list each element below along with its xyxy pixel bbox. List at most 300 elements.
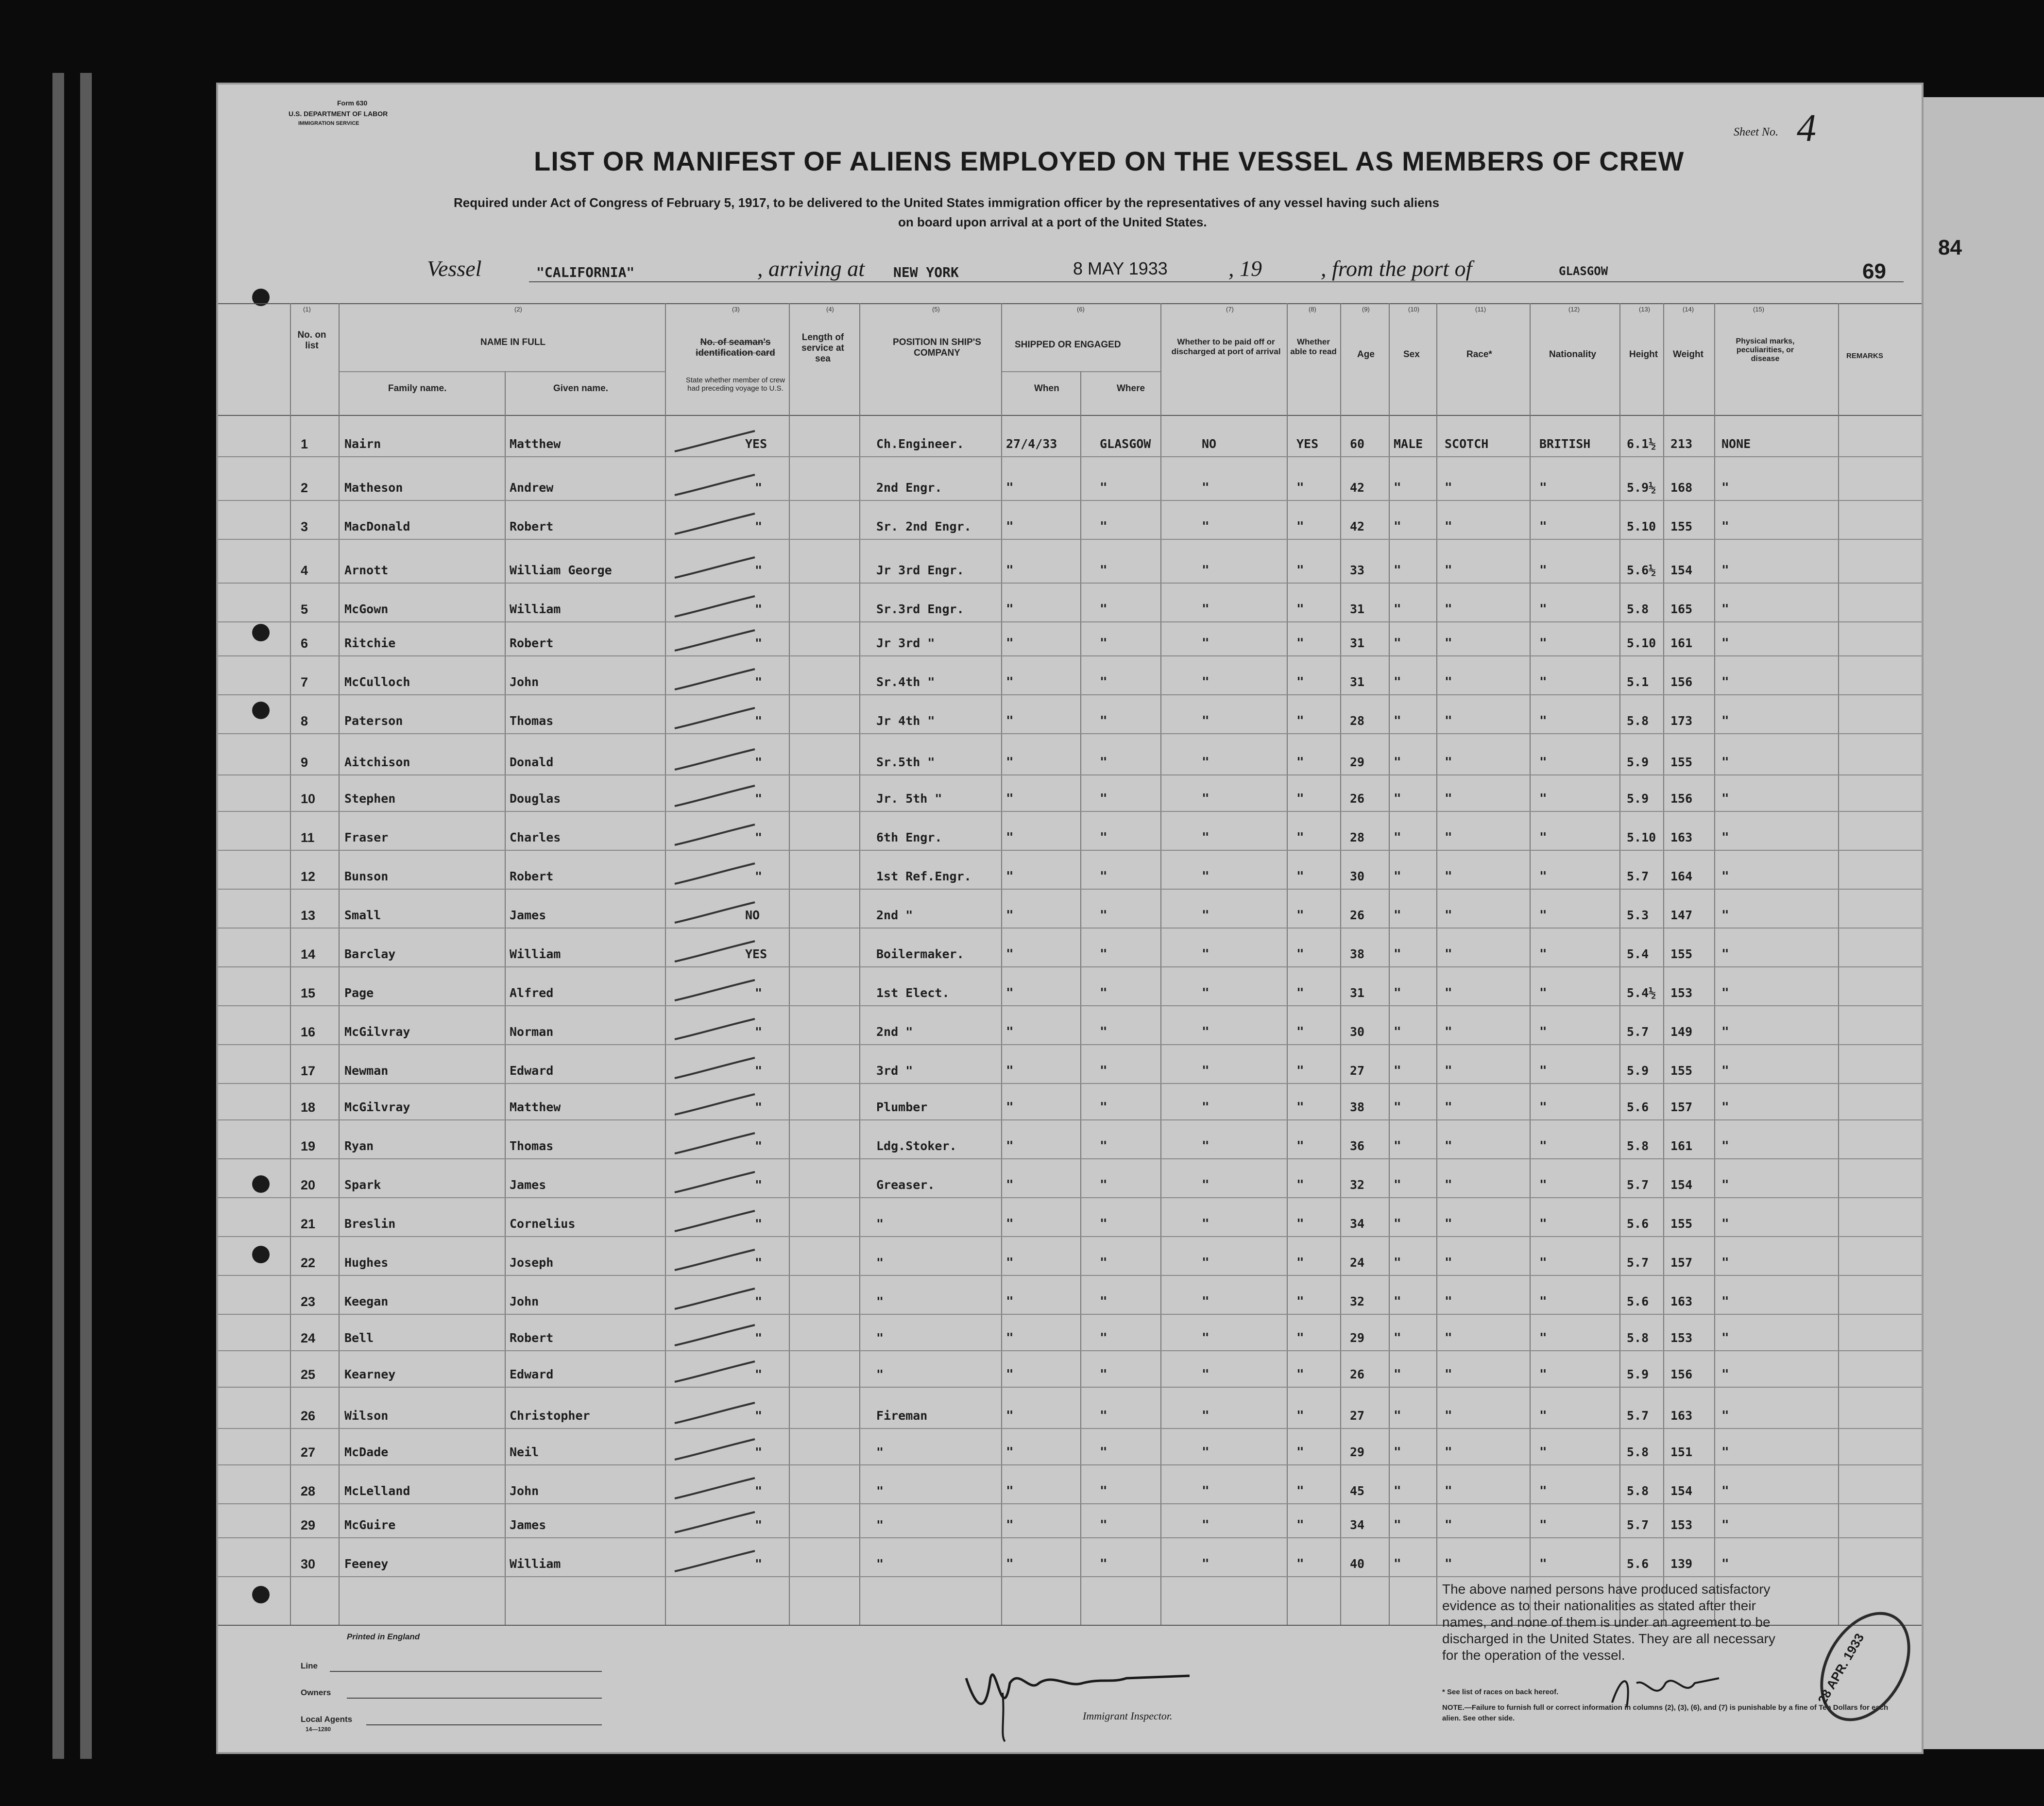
given-name: Charles: [510, 830, 561, 844]
age: 34: [1350, 1217, 1365, 1231]
family-name: Breslin: [344, 1217, 396, 1231]
row-rule: [218, 1197, 1924, 1198]
col-line: [1160, 303, 1161, 1625]
physical-marks: ": [1721, 830, 1729, 845]
physical-marks: ": [1721, 1139, 1729, 1153]
race: ": [1445, 869, 1452, 884]
col-number: (11): [1475, 306, 1486, 313]
physical-marks: ": [1721, 1100, 1729, 1115]
header-bottom-line: [218, 415, 1924, 416]
check-stroke: [672, 1547, 763, 1576]
race: ": [1445, 602, 1452, 617]
weight: 154: [1670, 1484, 1693, 1498]
age: 26: [1350, 1367, 1365, 1381]
sex: ": [1394, 1217, 1401, 1231]
shipped-when: ": [1006, 1557, 1014, 1571]
position: Jr 4th ": [876, 714, 935, 728]
race: ": [1445, 481, 1452, 495]
height: 5.8: [1627, 1331, 1649, 1345]
weight: 161: [1670, 1139, 1693, 1153]
sex: MALE: [1394, 437, 1423, 451]
department: U.S. DEPARTMENT OF LABOR: [289, 110, 388, 118]
weight: 147: [1670, 908, 1693, 922]
position: Fireman: [876, 1409, 928, 1423]
weight: 151: [1670, 1445, 1693, 1459]
age: 30: [1350, 1025, 1365, 1039]
nationality: ": [1539, 1445, 1547, 1460]
position: Plumber: [876, 1100, 928, 1114]
check-stroke: [672, 592, 763, 621]
position: Boilermaker.: [876, 947, 964, 961]
shipped-where: ": [1100, 1557, 1107, 1571]
position: ": [876, 1367, 884, 1381]
prev-voyage: ": [755, 1139, 763, 1153]
physical-marks: ": [1721, 1557, 1729, 1571]
stamp-date: 28 APR. 1933: [1815, 1631, 1867, 1707]
given-name: James: [510, 1178, 546, 1192]
footer-owners-rule: [347, 1698, 602, 1699]
able-to-read: ": [1296, 830, 1304, 845]
given-name: James: [510, 908, 546, 922]
able-to-read: ": [1296, 714, 1304, 728]
inspector-signature: [956, 1649, 1209, 1746]
race: ": [1445, 1025, 1452, 1039]
prev-voyage: ": [755, 636, 763, 650]
position: ": [876, 1256, 884, 1270]
shipped-where: ": [1100, 1484, 1107, 1498]
manifest-sheet: [216, 83, 1924, 1754]
sex: ": [1394, 602, 1401, 617]
row-rule: [218, 1350, 1924, 1351]
weight: 155: [1670, 1217, 1693, 1231]
row-number: 19: [301, 1139, 316, 1153]
height: 5.1: [1627, 675, 1649, 689]
sex: ": [1394, 1025, 1401, 1039]
header-paid-off: Whether to be paid off or discharged at port of arrival: [1171, 337, 1281, 356]
arriving-label: , arriving at: [757, 256, 865, 281]
prev-voyage: ": [755, 1025, 763, 1039]
height: 5.9: [1627, 791, 1649, 806]
check-stroke: [672, 427, 760, 456]
prev-voyage: ": [755, 1256, 763, 1270]
sex: ": [1394, 947, 1401, 962]
race: ": [1445, 1178, 1452, 1192]
sex: ": [1394, 1331, 1401, 1345]
physical-marks: ": [1721, 755, 1729, 770]
shipped-where: ": [1100, 1409, 1107, 1423]
header-top-line: [218, 303, 1924, 304]
col-line: [1389, 303, 1390, 1625]
family-name: Bell: [344, 1331, 374, 1345]
physical-marks: NONE: [1721, 437, 1751, 451]
position: Jr. 5th ": [876, 791, 942, 806]
check-stroke: [672, 1508, 763, 1537]
given-name: Robert: [510, 869, 554, 883]
height: 5.9: [1627, 755, 1649, 769]
weight: 155: [1670, 947, 1693, 961]
shipped-where: ": [1100, 869, 1107, 884]
row-number: 26: [301, 1409, 316, 1423]
row-number: 5: [301, 602, 308, 617]
header-sex: Sex: [1403, 349, 1420, 360]
given-name: William: [510, 602, 561, 616]
shipped-when: ": [1006, 1025, 1014, 1039]
header-length-service: Length of service at sea: [801, 332, 844, 364]
check-stroke: [672, 1054, 763, 1083]
row-rule: [218, 1537, 1924, 1538]
height: 5.6: [1627, 1294, 1649, 1308]
check-stroke: [672, 976, 763, 1005]
header-shipped-engaged: SHIPPED OR ENGAGED: [1015, 340, 1121, 350]
nationality: ": [1539, 519, 1547, 534]
physical-marks: ": [1721, 791, 1729, 806]
shipped-where: ": [1100, 830, 1107, 845]
able-to-read: ": [1296, 1064, 1304, 1078]
header-position: POSITION IN SHIP'S COMPANY: [893, 337, 981, 358]
header-age: Age: [1357, 349, 1375, 360]
col-line: [1340, 303, 1341, 1625]
physical-marks: ": [1721, 1367, 1729, 1382]
nationality: ": [1539, 714, 1547, 728]
shipped-when: 27/4/33: [1006, 437, 1057, 451]
sex: ": [1394, 1256, 1401, 1270]
age: 33: [1350, 563, 1365, 577]
able-to-read: YES: [1296, 437, 1319, 451]
header-height: Height: [1629, 349, 1658, 360]
given-name: John: [510, 1484, 539, 1498]
sex: ": [1394, 908, 1401, 923]
race: SCOTCH: [1445, 437, 1489, 451]
row-rule: [218, 1314, 1924, 1315]
able-to-read: ": [1296, 1025, 1304, 1039]
header-name-in-full: NAME IN FULL: [480, 337, 546, 347]
sheet-number: 4: [1797, 107, 1816, 150]
row-number: 30: [301, 1557, 316, 1571]
prev-voyage: ": [755, 1331, 763, 1345]
age: 29: [1350, 755, 1365, 769]
name-subheader-line: [340, 371, 665, 372]
age: 31: [1350, 602, 1365, 616]
row-rule: [218, 1503, 1924, 1504]
physical-marks: ": [1721, 714, 1729, 728]
physical-marks: ": [1721, 986, 1729, 1000]
footer-line-label: Line: [301, 1661, 318, 1670]
physical-marks: ": [1721, 1217, 1729, 1231]
check-stroke: [672, 1399, 763, 1428]
row-number: 17: [301, 1064, 316, 1078]
position: 1st Elect.: [876, 986, 950, 1000]
check-stroke: [672, 1474, 763, 1503]
paid-off: ": [1202, 1484, 1209, 1498]
col-line: [859, 303, 860, 1625]
prev-voyage: ": [755, 481, 763, 495]
given-name: Alfred: [510, 986, 554, 1000]
nationality: ": [1539, 1100, 1547, 1115]
height: 5.6: [1627, 1217, 1649, 1231]
position: 1st Ref.Engr.: [876, 869, 971, 883]
row-rule: [218, 456, 1924, 457]
col-line: [1080, 371, 1081, 1625]
family-name: Fraser: [344, 830, 389, 844]
race: ": [1445, 947, 1452, 962]
sex: ": [1394, 1367, 1401, 1382]
height: 5.9½: [1627, 481, 1656, 495]
row-number: 6: [301, 636, 308, 651]
family-name: McLelland: [344, 1484, 410, 1498]
shipped-when: ": [1006, 1256, 1014, 1270]
weight: 156: [1670, 791, 1693, 806]
height: 5.7: [1627, 869, 1649, 883]
age: 42: [1350, 519, 1365, 533]
family-name: Feeney: [344, 1557, 389, 1571]
shipped-where: ": [1100, 908, 1107, 923]
check-stroke: [672, 860, 763, 889]
header-physical: Physical marks, peculiarities, or disease: [1736, 337, 1795, 363]
sex: ": [1394, 1100, 1401, 1115]
prev-voyage: ": [755, 1100, 763, 1114]
nationality: ": [1539, 1178, 1547, 1192]
age: 60: [1350, 437, 1365, 451]
position: Sr.4th ": [876, 675, 935, 689]
row-number: 28: [301, 1484, 316, 1498]
physical-marks: ": [1721, 636, 1729, 651]
footer-form-code: 14—1280: [306, 1726, 331, 1733]
from-port: GLASGOW: [1559, 264, 1608, 278]
prev-voyage: ": [755, 1409, 763, 1423]
weight: 155: [1670, 519, 1693, 533]
given-name: Douglas: [510, 791, 561, 806]
physical-marks: ": [1721, 1445, 1729, 1460]
footer-agents-label: Local Agents: [301, 1715, 353, 1724]
given-name: Thomas: [510, 1139, 554, 1153]
prev-voyage: ": [755, 1178, 763, 1192]
position: ": [876, 1445, 884, 1459]
position: 6th Engr.: [876, 830, 942, 844]
race: ": [1445, 519, 1452, 534]
race: ": [1445, 1064, 1452, 1078]
col-number: (8): [1309, 306, 1316, 313]
prev-voyage: YES: [745, 947, 767, 961]
col-line: [1530, 303, 1531, 1625]
check-stroke: [672, 782, 763, 811]
nationality: ": [1539, 636, 1547, 651]
nationality: ": [1539, 1331, 1547, 1345]
row-rule: [218, 966, 1924, 967]
race: ": [1445, 563, 1452, 578]
given-name: Thomas: [510, 714, 554, 728]
col-number: (1): [303, 306, 311, 313]
shipped-when: ": [1006, 1217, 1014, 1231]
weight: 157: [1670, 1100, 1693, 1114]
shipped-when: ": [1006, 1367, 1014, 1382]
prev-voyage: ": [755, 1294, 763, 1308]
weight: 149: [1670, 1025, 1693, 1039]
position: 2nd ": [876, 1025, 913, 1039]
row-number: 12: [301, 869, 316, 884]
race: ": [1445, 1557, 1452, 1571]
able-to-read: ": [1296, 869, 1304, 884]
weight: 153: [1670, 1518, 1693, 1532]
nationality: ": [1539, 563, 1547, 578]
shipped-when: ": [1006, 1178, 1014, 1192]
shipped-where: ": [1100, 1064, 1107, 1078]
left-edge-strip: [52, 73, 64, 1759]
prev-voyage: ": [755, 714, 763, 728]
position: ": [876, 1294, 884, 1308]
arriving-port: NEW YORK: [893, 264, 959, 280]
given-name: Norman: [510, 1025, 554, 1039]
row-rule: [218, 928, 1924, 929]
inspector-label: Immigrant Inspector.: [1083, 1710, 1173, 1722]
age: 30: [1350, 869, 1365, 883]
vessel-name: "CALIFORNIA": [536, 264, 635, 280]
prev-voyage: ": [755, 1064, 763, 1078]
sex: ": [1394, 1178, 1401, 1192]
col-number: (15): [1753, 306, 1765, 313]
race: ": [1445, 908, 1452, 923]
shipped-where: ": [1100, 986, 1107, 1000]
age: 24: [1350, 1256, 1365, 1270]
row-number: 9: [301, 755, 308, 770]
nationality: ": [1539, 947, 1547, 962]
paid-off: ": [1202, 908, 1209, 923]
height: 5.7: [1627, 1025, 1649, 1039]
row-number: 16: [301, 1025, 316, 1039]
able-to-read: ": [1296, 602, 1304, 617]
age: 32: [1350, 1294, 1365, 1308]
able-to-read: ": [1296, 563, 1304, 578]
age: 27: [1350, 1064, 1365, 1078]
sex: ": [1394, 755, 1401, 770]
col-line: [1619, 303, 1620, 1625]
check-stroke: [672, 937, 760, 966]
family-name: Small: [344, 908, 381, 922]
shipped-where: ": [1100, 791, 1107, 806]
shipped-when: ": [1006, 1518, 1014, 1532]
prev-voyage: NO: [745, 908, 760, 922]
col-number: (5): [932, 306, 940, 313]
vessel-label: Vessel: [427, 256, 482, 281]
paid-off: ": [1202, 1256, 1209, 1270]
given-name: Christopher: [510, 1409, 590, 1423]
master-signature: [1607, 1664, 1724, 1717]
position: ": [876, 1217, 884, 1231]
shipped-when: ": [1006, 1484, 1014, 1498]
col-line: [665, 303, 666, 1625]
sex: ": [1394, 519, 1401, 534]
given-name: Donald: [510, 755, 554, 769]
race: ": [1445, 636, 1452, 651]
row-number: 2: [301, 481, 308, 495]
physical-marks: ": [1721, 869, 1729, 884]
weight: 153: [1670, 986, 1693, 1000]
physical-marks: ": [1721, 563, 1729, 578]
weight: 155: [1670, 1064, 1693, 1078]
age: 31: [1350, 675, 1365, 689]
family-name: Paterson: [344, 714, 403, 728]
shipped-when: ": [1006, 1409, 1014, 1423]
position: 2nd ": [876, 908, 913, 922]
row-number: 14: [301, 947, 316, 962]
col-line: [1287, 303, 1288, 1625]
row-number: 20: [301, 1178, 316, 1192]
footer-agents-rule: [366, 1724, 602, 1725]
check-stroke: [672, 553, 763, 583]
shipped-when: ": [1006, 986, 1014, 1000]
weight: 163: [1670, 830, 1693, 844]
given-name: Andrew: [510, 481, 554, 495]
col-line: [1838, 303, 1839, 1625]
row-rule: [218, 655, 1924, 656]
able-to-read: ": [1296, 755, 1304, 770]
year-label: , 19: [1228, 256, 1262, 281]
nationality: BRITISH: [1539, 437, 1591, 451]
physical-marks: ": [1721, 1484, 1729, 1498]
physical-marks: ": [1721, 1294, 1729, 1309]
weight: 157: [1670, 1256, 1693, 1270]
paid-off: ": [1202, 1445, 1209, 1460]
weight: 156: [1670, 1367, 1693, 1381]
family-name: Matheson: [344, 481, 403, 495]
row-number: 10: [301, 791, 316, 806]
race: ": [1445, 1484, 1452, 1498]
nationality: ": [1539, 1256, 1547, 1270]
paid-off: ": [1202, 519, 1209, 534]
able-to-read: ": [1296, 675, 1304, 689]
row-rule: [218, 1044, 1924, 1045]
row-rule: [218, 774, 1924, 775]
race: ": [1445, 1294, 1452, 1309]
height: 5.7: [1627, 1409, 1649, 1423]
able-to-read: ": [1296, 908, 1304, 923]
able-to-read: ": [1296, 1409, 1304, 1423]
position: 3rd ": [876, 1064, 913, 1078]
weight: 164: [1670, 869, 1693, 883]
row-number: 11: [301, 830, 315, 845]
row-number: 7: [301, 675, 308, 689]
shipped-where: ": [1100, 481, 1107, 495]
race: ": [1445, 755, 1452, 770]
row-rule: [218, 850, 1924, 851]
col-line: [1001, 303, 1002, 1625]
shipped-where: GLASGOW: [1100, 437, 1151, 451]
given-name: Edward: [510, 1064, 554, 1078]
family-name: McGown: [344, 602, 389, 616]
paid-off: ": [1202, 791, 1209, 806]
position: Sr.3rd Engr.: [876, 602, 964, 616]
sex: ": [1394, 1445, 1401, 1460]
able-to-read: ": [1296, 636, 1304, 651]
row-number: 18: [301, 1100, 316, 1115]
check-stroke: [672, 704, 763, 733]
prev-voyage: ": [755, 1518, 763, 1532]
footer-line-rule: [330, 1671, 602, 1672]
check-stroke: [672, 665, 763, 694]
row-number: 27: [301, 1445, 316, 1460]
shipped-when: ": [1006, 563, 1014, 578]
weight: 163: [1670, 1294, 1693, 1308]
nationality: ": [1539, 1409, 1547, 1423]
able-to-read: ": [1296, 1256, 1304, 1270]
sex: ": [1394, 714, 1401, 728]
race: ": [1445, 675, 1452, 689]
physical-marks: ": [1721, 1331, 1729, 1345]
height: 5.8: [1627, 1139, 1649, 1153]
able-to-read: ": [1296, 791, 1304, 806]
age: 31: [1350, 636, 1365, 650]
strip-number: 84: [1938, 236, 1962, 259]
position: Greaser.: [876, 1178, 935, 1192]
